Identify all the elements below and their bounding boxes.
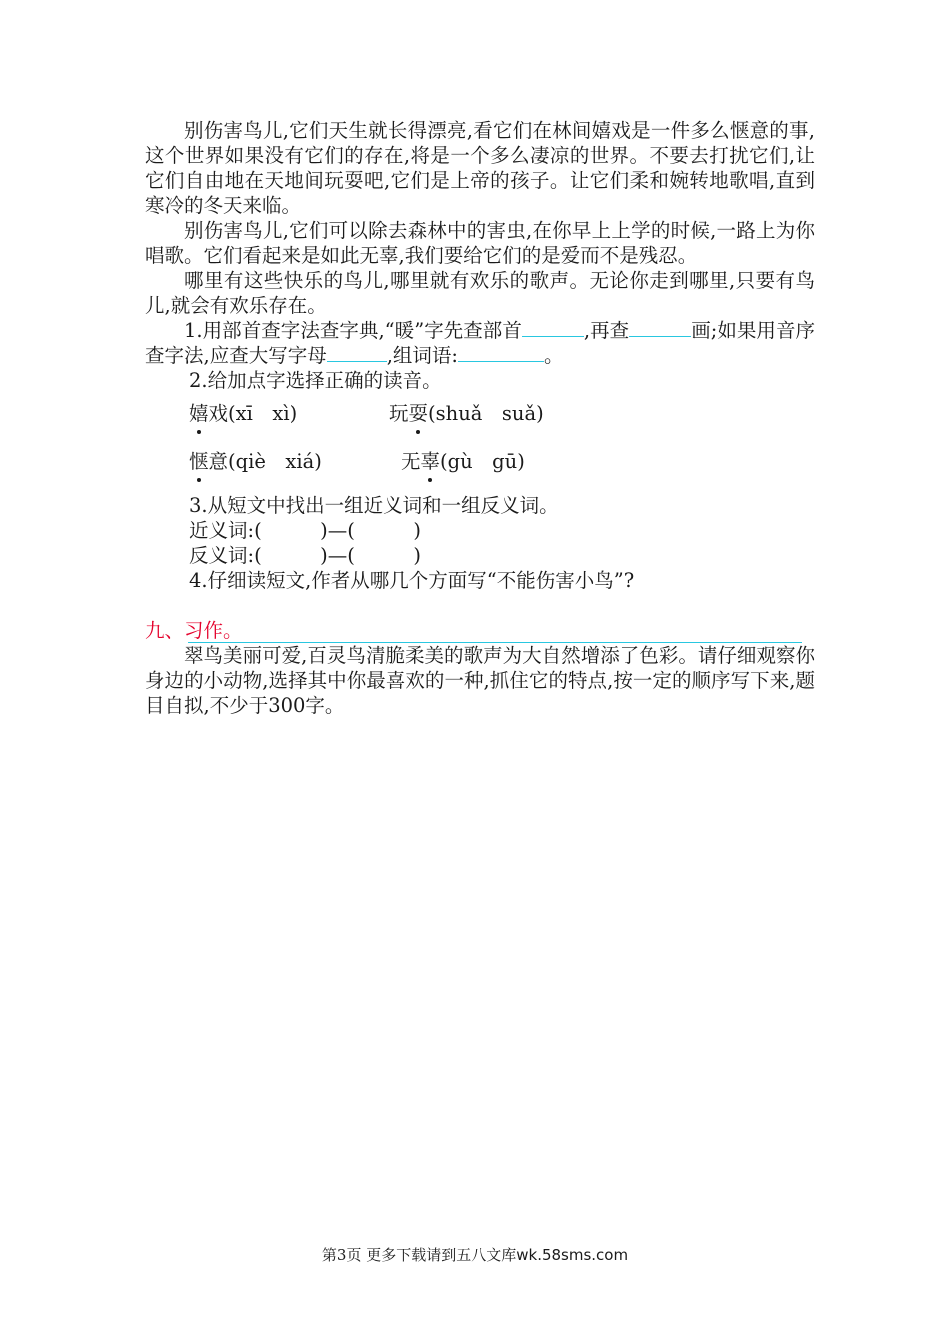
- q1-blank-radical[interactable]: [522, 318, 584, 337]
- plain-char: 玩: [389, 402, 409, 425]
- dotted-char: 耍: [408, 402, 429, 425]
- footer-url: wk.58sms.com: [516, 1246, 629, 1264]
- q1-blank-strokes[interactable]: [629, 318, 691, 337]
- dotted-char: 惬: [189, 450, 209, 473]
- question-1: [145, 318, 815, 368]
- pinyin-options: (xī xì): [228, 402, 298, 425]
- passage-paragraph-3: 哪里有这些快乐的鸟儿,哪里就有欢乐的歌声。无论你走到哪里,只要有鸟儿,就会有欢乐存在。: [145, 269, 815, 317]
- dotted-char: 嬉: [189, 402, 209, 425]
- plain-char: 戏: [208, 402, 229, 425]
- section-9-prompt: 翠鸟美丽可爱,百灵鸟清脆柔美的歌声为大自然增添了色彩。请仔细观察你身边的小动物,选择其中你最喜欢的一种,抓住它的特点,按一定的顺序写下来,题目自拟,不少于300字。: [145, 644, 815, 717]
- q1-text-e: 。: [543, 344, 564, 367]
- question-3: 3.从短文中找出一组近义词和一组反义词。: [189, 494, 559, 517]
- question-2: 2.给加点字选择正确的读音。: [189, 369, 442, 392]
- q1-text-d: ,组词语:: [386, 344, 458, 367]
- q1-text-c: 画;如果用音序查字法,应查大写字母: [145, 319, 815, 367]
- pinyin-row-1: [145, 393, 815, 443]
- q1-text-a: 1.用部首查字法查字典,“暖”字先查部首: [184, 319, 522, 342]
- answer-space: [145, 593, 815, 618]
- question-4: 4.仔细读短文,作者从哪几个方面写“不能伤害小鸟”?: [189, 569, 635, 592]
- passage-paragraph-2: 别伤害鸟儿,它们可以除去森林中的害虫,在你早上上学的时候,一路上为你唱歌。它们看起来是如此无辜,我们要给它们的是爱而不是残忍。: [145, 219, 815, 267]
- dotted-char: 辜: [420, 450, 441, 473]
- q1-blank-word[interactable]: [458, 343, 544, 362]
- section-9-heading: 九、习作。: [145, 619, 243, 642]
- plain-char: 意: [208, 450, 229, 473]
- antonym-line: 反义词:( )—( ): [189, 544, 422, 567]
- plain-char: 无: [401, 450, 421, 473]
- footer-text: 第3页 更多下载请到五八文库: [321, 1246, 517, 1264]
- pinyin-options: (gù gū): [440, 450, 525, 473]
- passage-paragraph-1: 别伤害鸟儿,它们天生就长得漂亮,看它们在林间嬉戏是一件多么惬意的事,这个世界如果没有它们的存在,将是一个多么凄凉的世界。不要去打扰它们,让它们自由地在天地间玩耍吧,它们是上帝的孩子。让它们柔和婉转地歌唱,直到寒冷的冬天来临。: [145, 119, 815, 217]
- q1-blank-letter[interactable]: [327, 343, 387, 362]
- pinyin-options: (shuǎ suǎ): [428, 402, 544, 425]
- pinyin-item: [401, 449, 525, 474]
- pinyin-options: (qiè xiá): [228, 450, 322, 473]
- pinyin-item: [189, 401, 297, 426]
- synonym-line: 近义词:( )—( ): [189, 519, 422, 542]
- document-body: [145, 118, 815, 718]
- pinyin-item: [389, 401, 544, 426]
- pinyin-item: [189, 449, 322, 474]
- pinyin-row-2: [145, 443, 815, 493]
- q1-text-b: ,再查: [583, 319, 630, 342]
- page-footer: [0, 1244, 950, 1265]
- q4-answer-line[interactable]: [188, 642, 802, 643]
